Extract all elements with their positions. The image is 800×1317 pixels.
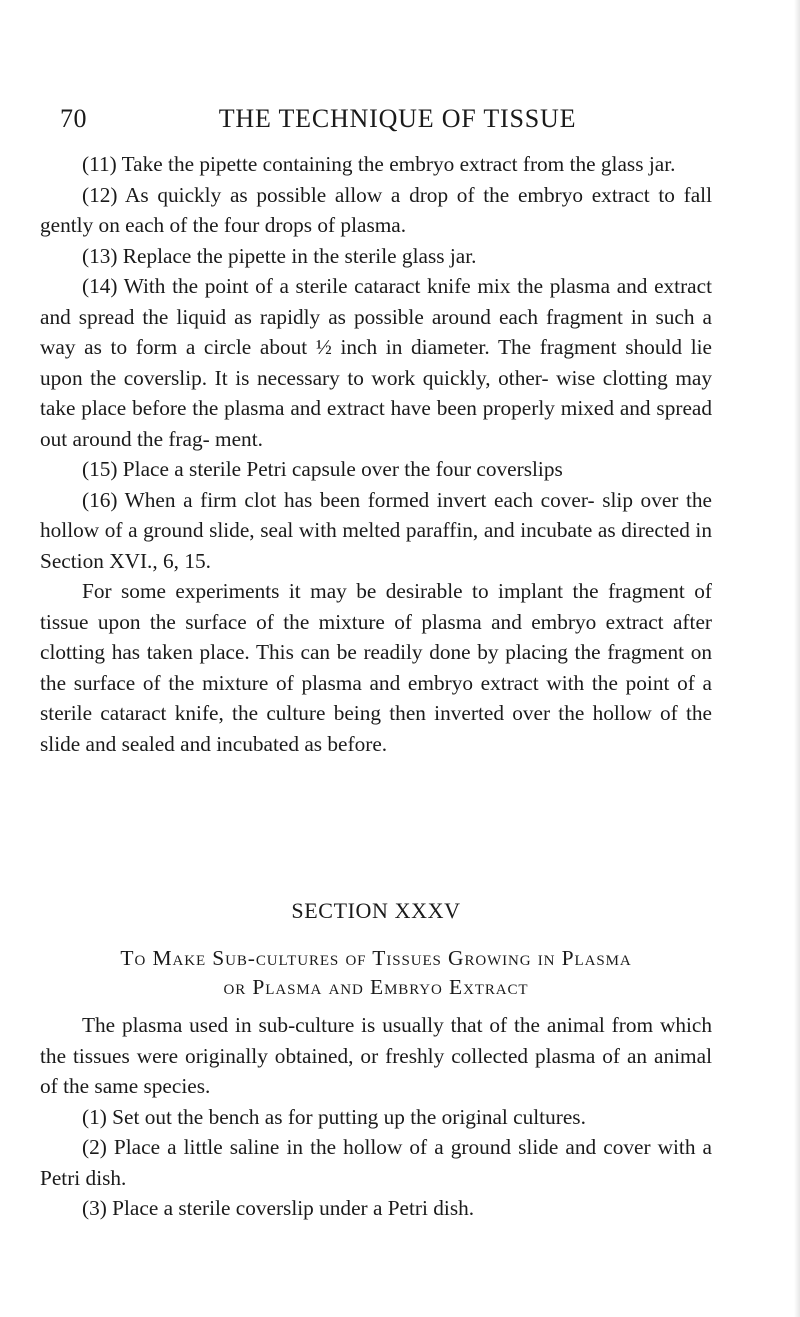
paragraph-step-15: (15) Place a sterile Petri capsule over the four coverslips	[82, 457, 563, 481]
page-header	[60, 104, 715, 138]
paragraph-step-2: (2) Place a little saline in the hollow of a ground slide and cover with a Petri dish.	[40, 1135, 712, 1190]
section-title	[40, 944, 712, 1002]
section-title-line-2: or Plasma and Embryo Extract	[223, 975, 529, 999]
paragraph-step-1: (1) Set out the bench as for putting up the original cultures.	[82, 1104, 586, 1129]
paragraph-step-11: (11) Take the pipette containing the embryo extract from the glass jar.	[82, 152, 676, 176]
section-heading: SECTION XXXV	[291, 898, 461, 923]
paragraph-step-3: (3) Place a sterile coverslip under a Petri dish.	[82, 1196, 475, 1220]
section-title-line-1: To Make Sub-cultures of Tissues Growing in Plasma	[120, 946, 632, 970]
paragraph-plasma-intro: The plasma used in sub-culture is usually that of the animal from which the tissues were originally obtained, or freshly collected plasma of an animal of the same species.	[40, 1013, 712, 1098]
page-edge-shadow	[794, 0, 800, 1317]
paragraph-step-13: (13) Replace the pipette in the sterile glass jar.	[82, 243, 477, 268]
paragraph-step-16: (16) When a firm clot has been formed invert each cover- slip over the hollow of a ground slide, seal with melted paraffin, and incubate as directed in Section XVI., 6, 15.	[40, 487, 712, 573]
paragraph-step-14: (14) With the point of a sterile cataract knife mix the plasma and extract and spread the liquid as rapidly as possible around each fragment in such a way as to form a circle about ½ inch in diameter. The fragment should lie upon the coverslip. It is necessary to work quickly, other- wise clotting may take place before the plasma and extract have been properly mixed and spread out around the frag- ment.	[40, 274, 712, 451]
paragraph-step-12: (12) As quickly as possible allow a drop of the embryo extract to fall gently on each of the four drops of plasma.	[40, 182, 712, 237]
page-number: 70	[60, 104, 87, 133]
running-head: THE TECHNIQUE OF TISSUE	[218, 104, 577, 133]
body-text	[40, 149, 712, 759]
section-body-text	[40, 1010, 712, 1224]
paragraph-implant-note: For some experiments it may be desirable to implant the fragment of tissue upon the surface of the mixture of plasma and embryo extract after clotting has taken place. This can be readily done by placing the fragment on the surface of the mixture of plasma and embryo extract with the point of a sterile cataract knife, the culture being then inverted over the hollow of the slide and sealed and incubated as before.	[40, 579, 712, 756]
